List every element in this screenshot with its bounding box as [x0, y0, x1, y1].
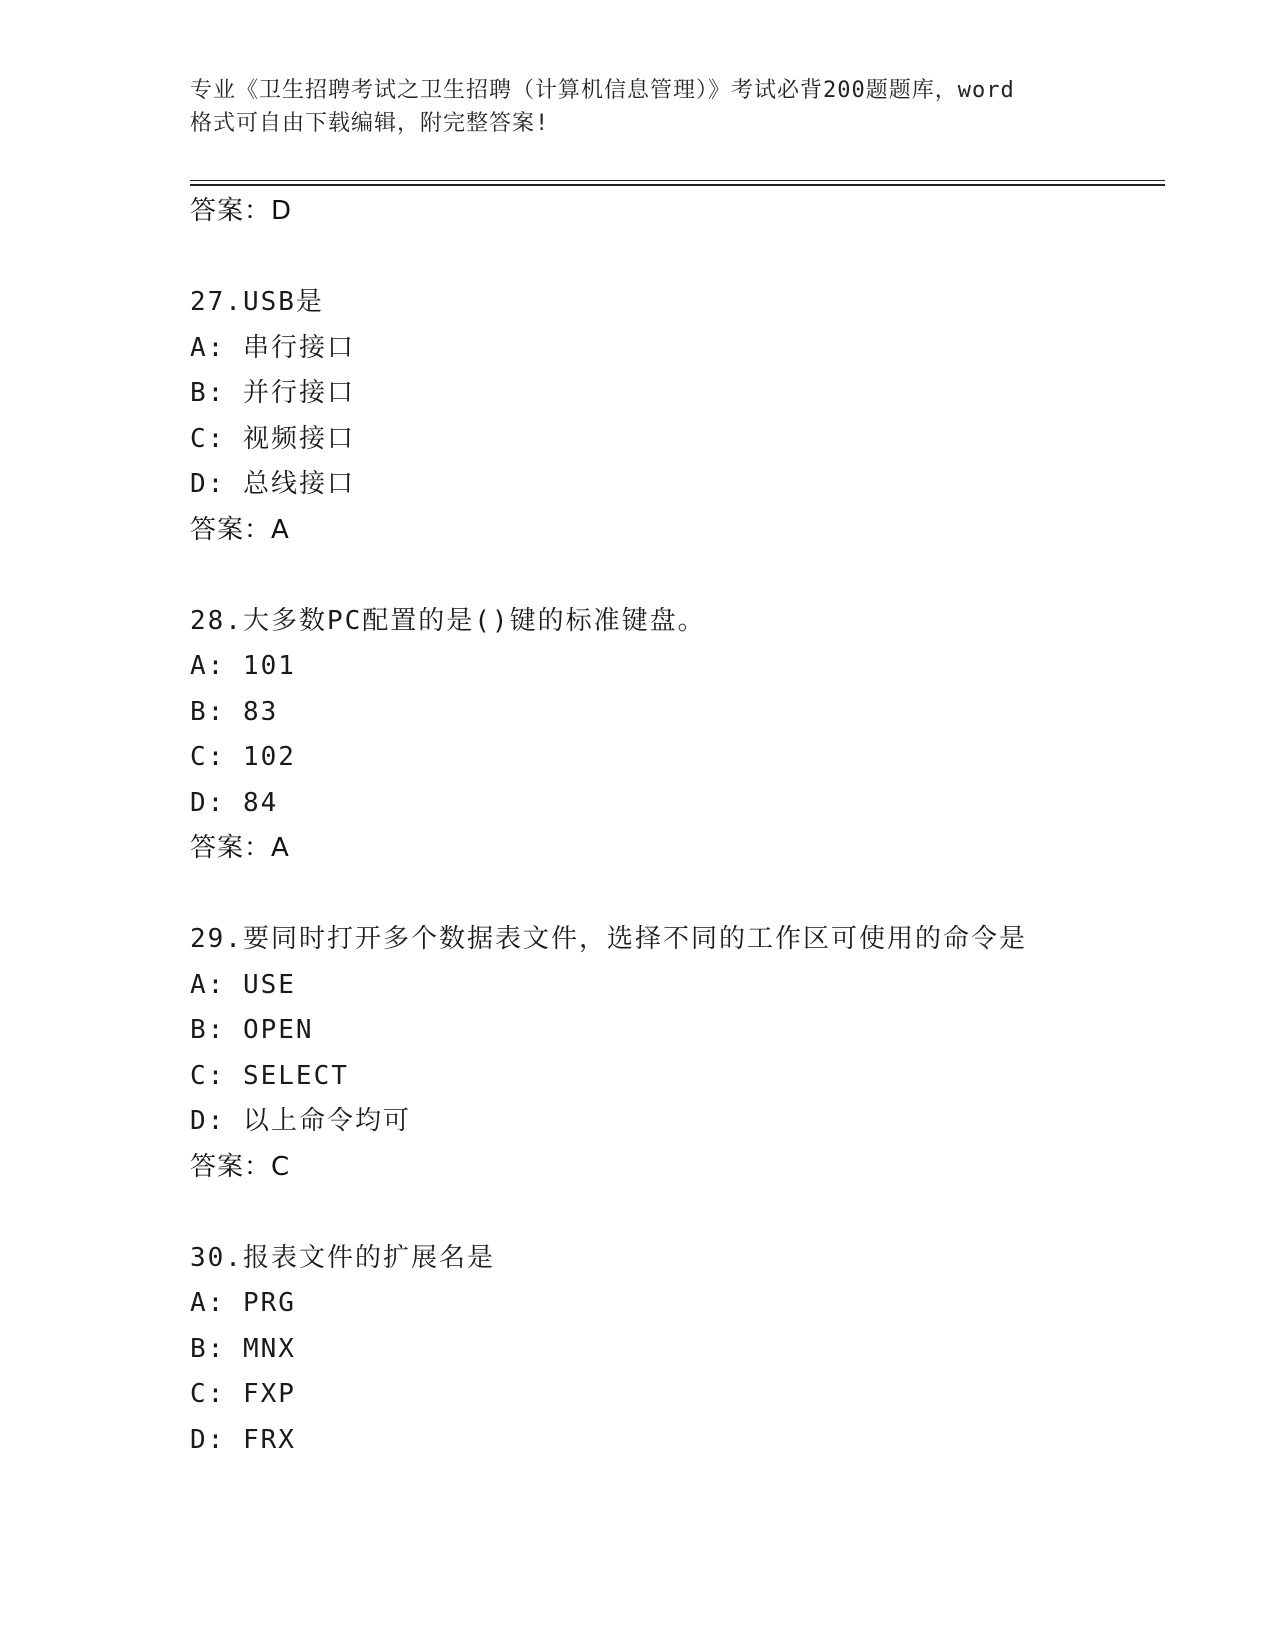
spacer: [190, 872, 1165, 918]
document-header: [190, 74, 1120, 140]
answer-line: 答案：D: [190, 196, 293, 226]
option-a: A: 串行接口: [190, 332, 355, 363]
question-30: [190, 1236, 1165, 1464]
spacer: [190, 553, 1165, 599]
question-list: [190, 189, 1165, 1463]
option-c: C: SELECT: [190, 1060, 349, 1091]
question-29: [190, 917, 1165, 1190]
question-stem: 28.大多数PC配置的是()键的标准键盘。: [190, 605, 706, 636]
option-a: A: USE: [190, 969, 296, 1000]
question-stem: 27.USB是: [190, 287, 324, 317]
option-b: B: 83: [190, 696, 279, 727]
header-line-2: 格式可自由下载编辑，附完整答案!: [190, 111, 550, 136]
option-b: B: MNX: [190, 1333, 296, 1364]
question-27: [190, 280, 1165, 553]
answer-line: 答案：C: [190, 1151, 291, 1182]
option-d: D: 以上命令均可: [190, 1106, 411, 1136]
spacer: [190, 235, 1165, 281]
question-stem: 30.报表文件的扩展名是: [190, 1242, 495, 1273]
option-c: C: 102: [190, 742, 296, 772]
option-c: C: FXP: [190, 1379, 296, 1409]
option-d: D: 总线接口: [190, 469, 355, 499]
answer-line: 答案：A: [190, 514, 290, 545]
option-c: C: 视频接口: [190, 423, 355, 454]
header-line-1: 专业《卫生招聘考试之卫生招聘（计算机信息管理）》考试必背200题题库，word: [190, 78, 1015, 103]
header-divider-thin: [190, 180, 1165, 181]
option-a: A: PRG: [190, 1288, 296, 1318]
option-b: B: 并行接口: [190, 378, 355, 408]
option-d: D: 84: [190, 787, 279, 818]
header-divider-thick: [190, 184, 1165, 186]
option-d: D: FRX: [190, 1424, 296, 1455]
option-b: B: OPEN: [190, 1015, 314, 1045]
question-28: [190, 599, 1165, 872]
option-a: A: 101: [190, 651, 296, 681]
question-stem: 29.要同时打开多个数据表文件，选择不同的工作区可使用的命令是: [190, 924, 1027, 954]
answer-line: 答案：A: [190, 833, 290, 863]
spacer: [190, 1190, 1165, 1236]
